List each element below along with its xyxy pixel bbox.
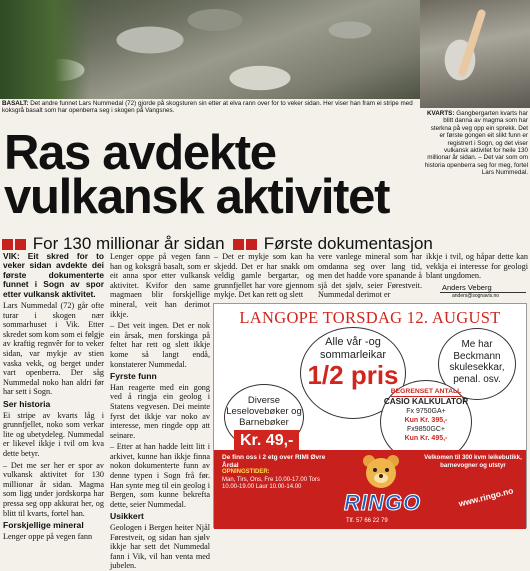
ad-limited-label: BEGRENSET ANTALL bbox=[390, 388, 462, 395]
paragraph: Geologen i Bergen heiter Njål Førestveit, og sidan han sjølv ikkje har sett det Nummedal fann i Vik, vil han venta med jubelen. bbox=[110, 523, 210, 571]
basalt-photo bbox=[0, 0, 420, 99]
headline-line-1: Ras avdekte bbox=[4, 126, 276, 180]
paragraph: Lars Nummedal (72) går ofte turar i skogen nær sommarhuset i Vik. Etter skredet som kom som ei følgje av kraftig regnvêr for to veker sidan, var mykje av stien vaska vekk, og berget under vart openberra. Der såg Nummedal noko han aldri før har sett i Sogn. bbox=[3, 301, 104, 397]
red-square-icon bbox=[2, 239, 13, 250]
basalt-caption bbox=[2, 100, 418, 115]
article-lead bbox=[3, 252, 104, 299]
subhead-left-text: For 130 millionar år sidan bbox=[32, 234, 225, 253]
article-column-2 bbox=[110, 252, 210, 571]
ad-footer-band bbox=[214, 450, 526, 529]
ad-welcome: Velkomen til 300 kvm leikebutikk, barnevogner og utstyr bbox=[424, 454, 522, 469]
paragraph: – Det me ser her er spor av vulkansk aktivitet for 130 millionar år sidan. Magma som ligg under jordskorpa har pressa seg opp akkurat her, og blitt til kvarts, fortel han. bbox=[3, 460, 104, 518]
ad-half-price: 1/2 pris bbox=[307, 360, 399, 390]
ad-store-info bbox=[222, 454, 330, 492]
ad-book-price: Kr. 49,- bbox=[234, 430, 299, 451]
ad-title: LANGOPE TORSDAG 12. AUGUST bbox=[239, 308, 501, 327]
teddy-bear-icon bbox=[360, 452, 402, 492]
paragraph: Lenger oppe på vegen fann bbox=[3, 531, 93, 541]
byline: Anders Veberg bbox=[440, 283, 526, 293]
headline bbox=[4, 126, 424, 224]
lead-label: VIK: bbox=[3, 251, 20, 261]
ad-website-link[interactable]: www.ringo.no bbox=[457, 485, 515, 509]
subhead-right bbox=[233, 234, 433, 254]
paragraph: Lenger oppe på vegen fann han og koksgrå basalt, som er eit anna spor etter vulkansk aktivitet. Kvifor den same magmaen blir forskjellige mineral, veit han derimot ikkje. bbox=[110, 252, 210, 319]
crosshead: Fyrste funn bbox=[110, 371, 157, 382]
ringo-logo: RINGO bbox=[344, 490, 422, 515]
caption-text: Det andre funnet Lars Nummedal (72) gjorde på skogsturen sin etter at elva rann over for to veker sidan. Her viser han fram ei stripe med koksgrå basalt som har openberra seg i skogen på Vangsnes. bbox=[2, 100, 413, 115]
article-column-4 bbox=[318, 252, 422, 302]
crosshead: Usikkert bbox=[110, 511, 144, 522]
red-square-icon bbox=[246, 239, 257, 250]
paragraph: Han reagerte med ein gong ved å ringja ein geolog i Statens vegvesen. Dei meinte fyrst det ikkje var noko av interesse, men ringde opp att seinare. bbox=[110, 382, 210, 440]
paragraph: ikkje i tvil, og håpar dette kan vekkja ei interesse for geologi blant ungdomen. bbox=[426, 252, 528, 281]
ad-hours: Man, Tirs, Ons, Fre 10.00-17.00 Tors 10.00-19.00 Laur 10.00-14.00 bbox=[222, 476, 320, 490]
red-square-icon bbox=[233, 239, 244, 250]
caption-label: BASALT: bbox=[2, 100, 29, 107]
ad-bubble-text: Diverse Leselovebøker og Barnebøker bbox=[226, 395, 302, 428]
kvarts-photo bbox=[420, 0, 530, 108]
red-square-icon bbox=[15, 239, 26, 250]
headline-line-2: vulkansk aktivitet bbox=[4, 170, 390, 224]
ad-casio-price: Kun Kr. 495,- bbox=[404, 435, 448, 442]
paragraph: – Det er mykje som kan ha skjedd. Det er har snakk om veldig gamle bergartar, og grunnfjellet har vore gjennom mykje. Det kan rett og slett bbox=[214, 252, 314, 300]
byline-email[interactable]: anders@sognavis.no bbox=[452, 293, 500, 299]
paragraph: Ei stripe av kvarts låg i grunnfjellet, noko som verkar lite og ubetydeleg. Nummedal er likevel ikkje i tvil om kva dette betyr. bbox=[3, 410, 104, 458]
ad-casio-model: Fx 9750GA+ bbox=[406, 408, 446, 415]
ad-casio-title: CASIO KALKULATOR bbox=[383, 397, 469, 406]
crosshead: Ser historia bbox=[3, 398, 51, 409]
paragraph: – Etter at han hadde leitt litt i arkivet, kunne han ikkje finna nokon dokumenterte funn av denne typen i Sogn frå før. Han synte meg til ein geolog i Bergen, som kunne bekrefta dette, seier Nummedal. bbox=[110, 442, 210, 509]
ad-bubble-text: sommarleikar bbox=[319, 348, 386, 361]
caption-text: Gangbergarten kvarts har blitt danna av magma som har sterkna på veg opp ein sprekk. Det er første gongen eit slikt funn er registrert i Sogn, og det viser vulkansk aktivitet for heile 130 millionar år sidan. – Det var som om historia openberra seg for meg, fortel Lars Nummedal. bbox=[424, 110, 528, 177]
article-column-1 bbox=[3, 251, 104, 541]
kvarts-caption bbox=[424, 110, 528, 177]
subhead-right-text: Første dokumentasjon bbox=[263, 234, 433, 253]
ad-bubble-text: Alle vår -og bbox=[325, 336, 381, 348]
ad-phone: Tlf. 57 66 22 79 bbox=[346, 518, 388, 524]
ad-hours-label: OPNINGSTIDER: bbox=[222, 469, 270, 475]
lead-text: Eit skred for to veker sidan avdekte dei første dokumenterte funnet i Sogn av spor etter vulkansk aktivitet. bbox=[3, 251, 104, 299]
ad-casio-price: Kun Kr. 395,- bbox=[404, 417, 448, 424]
ad-bubble-text: Me har Beckmann skulesekkar, penal. osv. bbox=[449, 339, 505, 385]
article-column-5 bbox=[426, 252, 528, 284]
ringo-advertisement bbox=[213, 303, 527, 528]
crosshead: Forskjellige mineral bbox=[3, 520, 84, 531]
caption-label: KVARTS: bbox=[426, 110, 455, 117]
ad-location: De finn oss i 2 etg over RIMI Øvre Årdal bbox=[222, 454, 326, 469]
paragraph: vere vanlege mineral som har omdanna seg over lang tid, men det hadde vore spanande å sjå det sjølv, seier Førestveit. Nummedal derimot er bbox=[318, 252, 422, 300]
paragraph: – Det veit ingen. Det er nok ein årsak, men forskinga på feltet har rett og slett ikkje kome så langt endå, konstaterer Nummedal. bbox=[110, 321, 210, 369]
ad-casio-model: Fx9850GC+ bbox=[407, 426, 445, 433]
